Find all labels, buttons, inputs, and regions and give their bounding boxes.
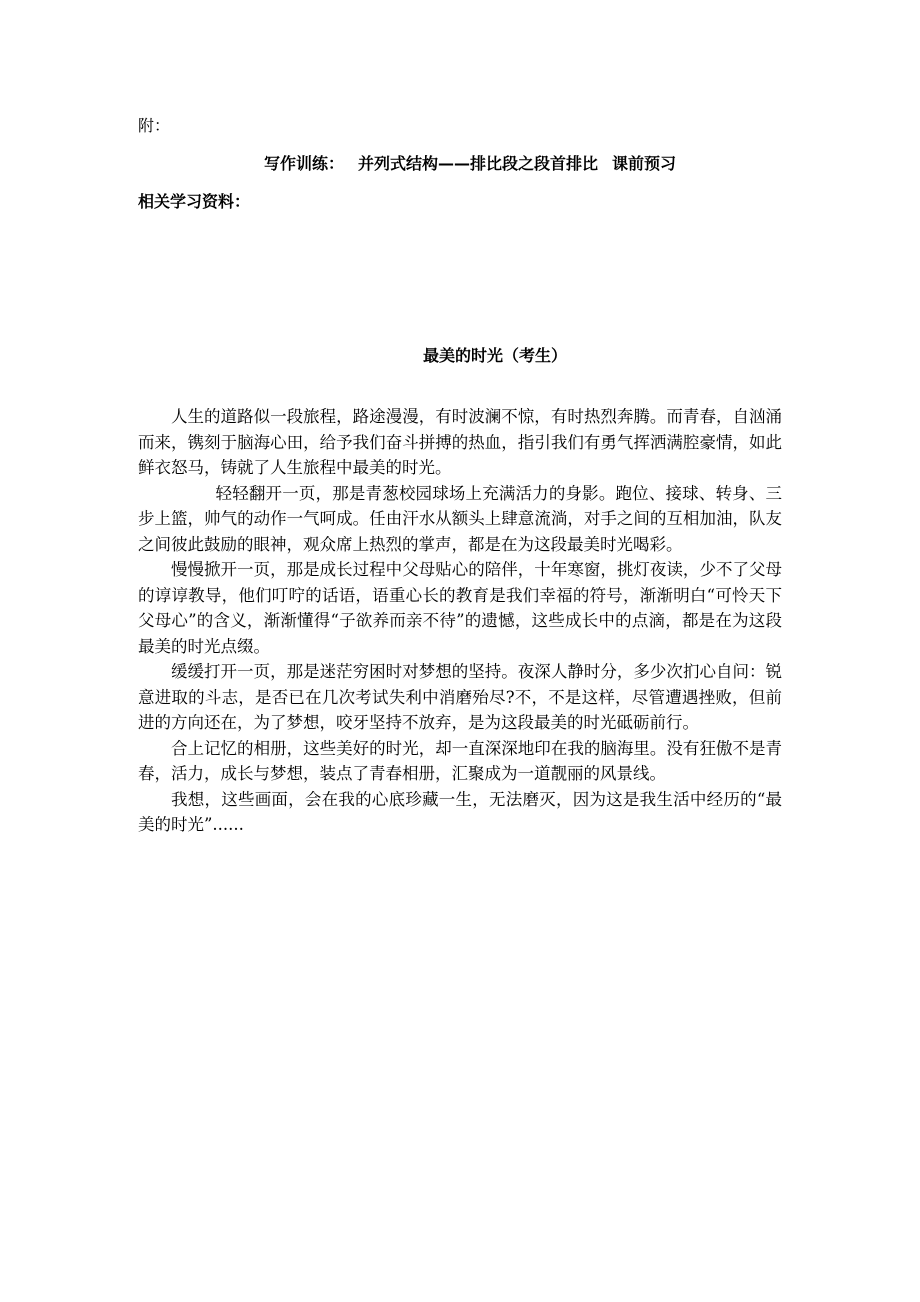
essay-paragraph: 慢慢掀开一页，那是成长过程中父母贴心的陪伴，十年寒窗，挑灯夜读，少不了父母的谆谆教导，他们叮咛的话语，语重心长的教育是我们幸福的符号，渐渐明白“可怜天下父母心”的含义，渐渐懂得“子欲养而亲不待”的遗憾，这些成长中的点滴，都是在为这段最美的时光点缀。 bbox=[138, 560, 782, 656]
materials-label: 相关学习资料： bbox=[138, 192, 251, 211]
section-heading bbox=[0, 152, 920, 176]
heading-part-structure: 并列式结构——排比段之段首排比 bbox=[357, 154, 598, 173]
heading-part-preview: 课前预习 bbox=[612, 154, 677, 173]
heading-part-writing-training: 写作训练： bbox=[263, 154, 344, 173]
essay-paragraph: 缓缓打开一页，那是迷茫穷困时对梦想的坚持。夜深人静时分，多少次扪心自问：锐意进取的斗志，是否已在几次考试失利中消磨殆尽?不，不是这样，尽管遭遇挫败，但前进的方向还在，为了梦想，咬牙坚持不放弃，是为这段最美的时光砥砺前行。 bbox=[138, 662, 782, 732]
essay-title: 最美的时光（考生） bbox=[422, 346, 567, 365]
attachment-label: 附： bbox=[138, 116, 171, 135]
essay-paragraph: 合上记忆的相册，这些美好的时光，却一直深深地印在我的脑海里。没有狂傲不是青春，活力，成长与梦想，装点了青春相册，汇聚成为一道靓丽的风景线。 bbox=[138, 738, 782, 783]
essay-paragraph: 轻轻翻开一页，那是青葱校园球场上充满活力的身影。跑位、接球、转身、三步上篮，帅气的动作一气呵成。任由汗水从额头上肆意流淌，对手之间的互相加油，队友之间彼此鼓励的眼神，观众席上热烈的掌声，都是在为这段最美时光喝彩。 bbox=[138, 483, 782, 554]
essay-paragraph: 我想，这些画面，会在我的心底珍藏一生，无法磨灭，因为这是我生活中经历的“最美的时光”...... bbox=[138, 789, 782, 834]
essay-paragraph: 人生的道路似一段旅程，路途漫漫，有时波澜不惊，有时热烈奔腾。而青春，自汹涌而来，镌刻于脑海心田，给予我们奋斗拼搏的热血，指引我们有勇气挥洒满腔豪情，如此鲜衣怒马，铸就了人生旅程中最美的时光。 bbox=[138, 407, 782, 477]
essay-body bbox=[138, 404, 782, 838]
